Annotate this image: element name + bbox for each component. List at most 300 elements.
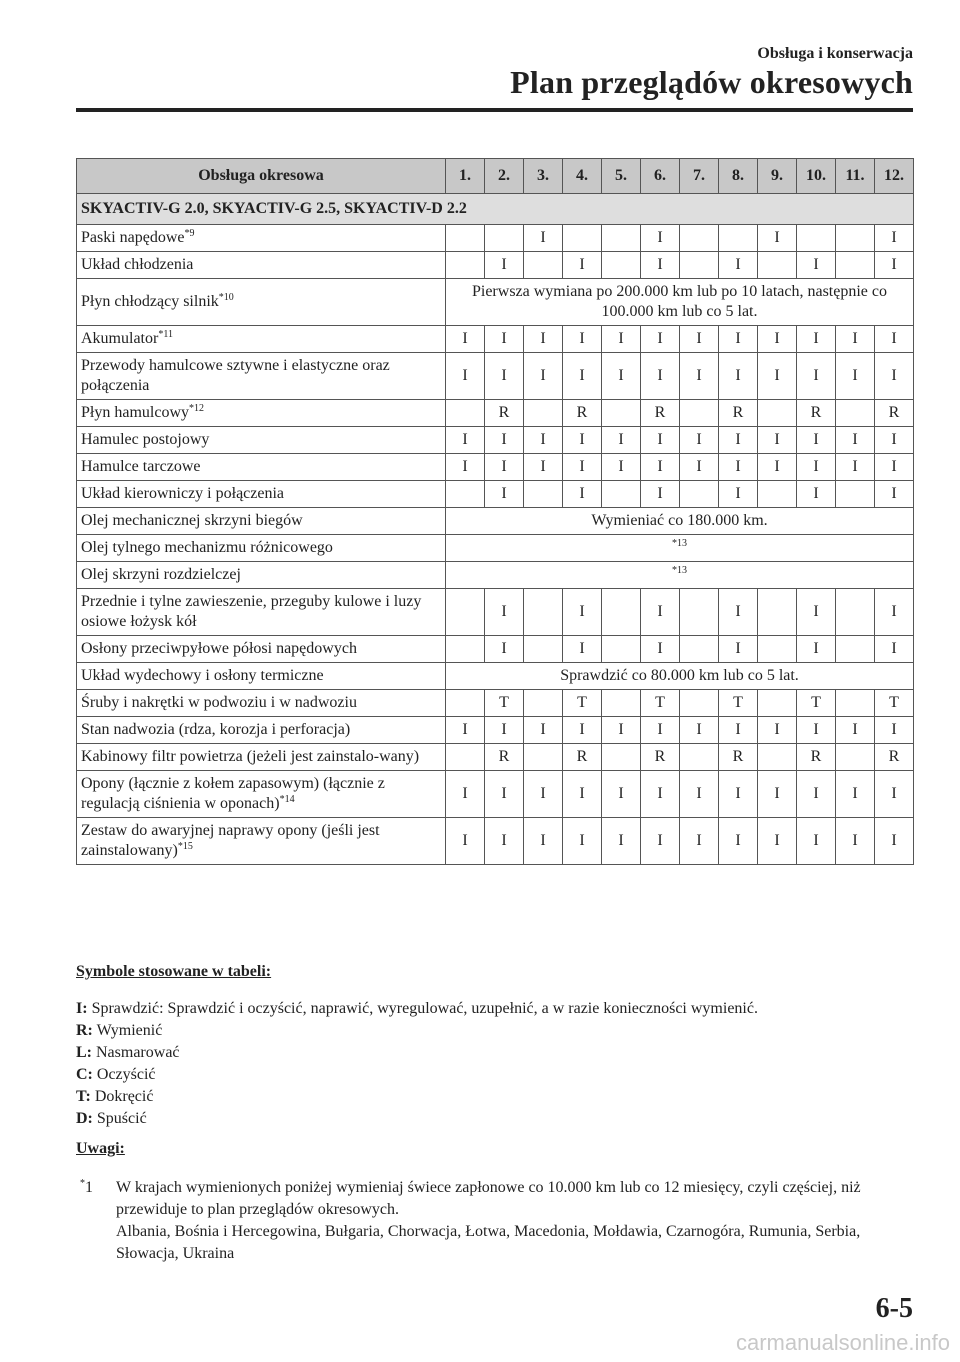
item-label [77, 589, 446, 636]
legend-item [76, 998, 758, 1020]
legend-item [76, 1086, 758, 1108]
interval-cell: I [836, 717, 875, 744]
item-label-text: Zestaw do awaryjnej naprawy opony (jeśli jest zainstalowany) [81, 822, 380, 859]
interval-cell: T [875, 690, 914, 717]
interval-column-header: 10. [797, 159, 836, 194]
interval-cell: I [797, 454, 836, 481]
interval-cell [836, 744, 875, 771]
interval-column-header: 9. [758, 159, 797, 194]
interval-cell: I [641, 225, 680, 252]
interval-cell: I [719, 818, 758, 865]
interval-cell: I [563, 454, 602, 481]
legend-key: R: [76, 1022, 93, 1039]
interval-cell [602, 481, 641, 508]
interval-cell: T [641, 690, 680, 717]
interval-column-header: 7. [680, 159, 719, 194]
notes-title: Uwagi: [76, 1140, 125, 1157]
interval-column-header: 8. [719, 159, 758, 194]
interval-cell: I [602, 818, 641, 865]
table-row [77, 690, 914, 717]
interval-cell [524, 252, 563, 279]
item-label [77, 535, 446, 562]
watermark: carmanualsonline.info [735, 1330, 950, 1355]
item-label-text: Kabinowy filtr powietrza (jeżeli jest zainstalo-wany) [81, 748, 420, 765]
interval-cell: I [485, 353, 524, 400]
interval-cell [680, 636, 719, 663]
interval-cell [758, 400, 797, 427]
note-text: W krajach wymienionych poniżej wymieniaj świece zapłonowe co 10.000 km lub co 12 miesięcy, czyli częściej, niż przewiduje to plan przeglądów okresowych. [116, 1179, 861, 1218]
interval-cell [680, 481, 719, 508]
item-label [77, 353, 446, 400]
table-row [77, 535, 914, 562]
interval-cell: R [719, 400, 758, 427]
legend-key: I: [76, 1000, 88, 1017]
interval-cell [836, 636, 875, 663]
interval-cell [446, 225, 485, 252]
interval-cell: I [758, 818, 797, 865]
interval-cell: I [602, 427, 641, 454]
interval-cell: R [641, 400, 680, 427]
interval-cell [524, 690, 563, 717]
interval-cell: I [758, 771, 797, 818]
interval-cell [719, 225, 758, 252]
legend-item [76, 1042, 758, 1064]
interval-cell: R [641, 744, 680, 771]
interval-cell: I [446, 771, 485, 818]
interval-cell: I [719, 353, 758, 400]
interval-cell: I [797, 717, 836, 744]
interval-cell: I [680, 717, 719, 744]
interval-cell [602, 589, 641, 636]
interval-cell: I [563, 326, 602, 353]
header-label: Obsługa okresowa [77, 159, 446, 194]
item-label-text: Opony (łącznie z kołem zapasowym) (łącznie z regulacją ciśnienia w oponach) [81, 775, 385, 812]
interval-cell: I [836, 818, 875, 865]
interval-cell: I [641, 636, 680, 663]
item-label-text: Układ wydechowy i osłony termiczne [81, 667, 324, 684]
item-label [77, 562, 446, 589]
interval-cell: I [485, 636, 524, 663]
table-row [77, 225, 914, 252]
interval-cell: I [563, 252, 602, 279]
interval-cell: I [563, 427, 602, 454]
table-row [77, 717, 914, 744]
interval-cell: T [485, 690, 524, 717]
engine-section-row [77, 194, 914, 225]
footnote-ref: *15 [177, 841, 193, 852]
footnote-ref: *10 [218, 292, 234, 303]
interval-cell: I [719, 481, 758, 508]
legend-list [76, 998, 758, 1130]
item-label-text: Przednie i tylne zawieszenie, przeguby kulowe i luzy osiowe łożysk kół [81, 593, 422, 630]
interval-cell: I [758, 326, 797, 353]
engine-section-title: SKYACTIV-G 2.0, SKYACTIV-G 2.5, SKYACTIV-D 2.2 [77, 194, 914, 225]
interval-cell: I [680, 771, 719, 818]
interval-cell: I [680, 454, 719, 481]
interval-cell: I [719, 589, 758, 636]
interval-cell: I [797, 427, 836, 454]
interval-cell: I [563, 717, 602, 744]
interval-cell: I [836, 326, 875, 353]
item-label-text: Płyn chłodzący silnik [81, 293, 219, 310]
interval-cell: I [758, 225, 797, 252]
legend-item [76, 1064, 758, 1086]
interval-cell [446, 636, 485, 663]
interval-cell: I [641, 454, 680, 481]
interval-cell: I [875, 771, 914, 818]
interval-cell [524, 744, 563, 771]
interval-cell: I [875, 353, 914, 400]
interval-cell: I [758, 454, 797, 481]
interval-cell: I [524, 225, 563, 252]
interval-cell: I [641, 589, 680, 636]
interval-cell [602, 744, 641, 771]
interval-cell: R [797, 400, 836, 427]
table-row [77, 326, 914, 353]
interval-note [446, 535, 914, 562]
interval-cell: I [563, 353, 602, 400]
interval-cell: I [602, 326, 641, 353]
interval-cell: R [563, 744, 602, 771]
interval-cell: I [875, 818, 914, 865]
interval-cell: I [797, 252, 836, 279]
item-label-text: Paski napędowe [81, 229, 185, 246]
interval-cell [836, 225, 875, 252]
interval-cell: I [875, 427, 914, 454]
item-label-text: Olej mechanicznej skrzyni biegów [81, 512, 303, 529]
interval-cell [797, 225, 836, 252]
note-countries: Albania, Bośnia i Hercegowina, Bułgaria, Chorwacja, Łotwa, Macedonia, Mołdawia, Czarnogóra, Rumunia, Serbia, Słowacja, Ukraina [116, 1223, 861, 1262]
interval-cell: I [875, 326, 914, 353]
interval-cell: R [875, 400, 914, 427]
maintenance-schedule-table [76, 158, 914, 865]
interval-cell: I [719, 252, 758, 279]
table-row [77, 771, 914, 818]
interval-cell: I [446, 818, 485, 865]
legend-text: Wymienić [96, 1022, 163, 1039]
interval-cell [602, 225, 641, 252]
interval-cell: I [641, 481, 680, 508]
item-label [77, 771, 446, 818]
interval-cell: I [836, 454, 875, 481]
interval-column-header: 2. [485, 159, 524, 194]
interval-cell: R [797, 744, 836, 771]
interval-cell: I [719, 427, 758, 454]
interval-cell [836, 589, 875, 636]
interval-cell: I [446, 427, 485, 454]
item-label [77, 508, 446, 535]
interval-cell: I [797, 353, 836, 400]
interval-column-header: 4. [563, 159, 602, 194]
item-label-text: Hamulec postojowy [81, 431, 210, 448]
interval-cell: I [875, 225, 914, 252]
interval-cell [524, 636, 563, 663]
table-row [77, 589, 914, 636]
item-label-text: Układ kierowniczy i połączenia [81, 485, 285, 502]
interval-cell [758, 589, 797, 636]
interval-cell [446, 481, 485, 508]
interval-cell: I [758, 353, 797, 400]
interval-cell: I [563, 636, 602, 663]
item-label [77, 400, 446, 427]
item-label-text: Olej tylnego mechanizmu różnicowego [81, 539, 333, 556]
legend-item [76, 1020, 758, 1042]
table-row [77, 744, 914, 771]
interval-column-header: 11. [836, 159, 875, 194]
interval-cell: I [797, 481, 836, 508]
interval-cell: T [797, 690, 836, 717]
interval-cell: I [680, 818, 719, 865]
legend-text: Dokręcić [94, 1088, 154, 1105]
interval-cell: R [485, 400, 524, 427]
interval-cell: I [446, 326, 485, 353]
table-row [77, 279, 914, 326]
table-row [77, 562, 914, 589]
interval-column-header: 1. [446, 159, 485, 194]
item-label-text: Osłony przeciwpyłowe półosi napędowych [81, 640, 357, 657]
interval-cell: R [485, 744, 524, 771]
interval-cell: I [836, 353, 875, 400]
interval-cell [680, 400, 719, 427]
interval-column-header: 3. [524, 159, 563, 194]
interval-cell [602, 400, 641, 427]
interval-cell: R [875, 744, 914, 771]
item-label [77, 690, 446, 717]
interval-cell: I [446, 353, 485, 400]
interval-cell: I [797, 326, 836, 353]
interval-cell: I [875, 636, 914, 663]
interval-cell: I [524, 818, 563, 865]
item-label [77, 481, 446, 508]
item-label-text: Przewody hamulcowe sztywne i elastyczne oraz połączenia [81, 357, 390, 394]
interval-cell [836, 481, 875, 508]
interval-cell: I [836, 427, 875, 454]
table-row [77, 454, 914, 481]
legend-text: Spuścić [96, 1110, 147, 1127]
interval-cell: I [641, 353, 680, 400]
interval-cell: I [485, 717, 524, 744]
interval-cell [524, 400, 563, 427]
legend-key: D: [76, 1110, 93, 1127]
interval-cell: I [875, 717, 914, 744]
legend-item [76, 1108, 758, 1130]
interval-cell [680, 589, 719, 636]
interval-cell [602, 636, 641, 663]
interval-cell: I [602, 717, 641, 744]
interval-cell [680, 252, 719, 279]
interval-cell: I [758, 717, 797, 744]
interval-column-header: 12. [875, 159, 914, 194]
footnote-ref: *12 [189, 403, 204, 414]
item-label-text: Śruby i nakrętki w podwoziu i w nadwoziu [81, 694, 357, 711]
legend-title: Symbole stosowane w tabeli: [76, 963, 272, 980]
item-label [77, 279, 446, 326]
interval-cell: I [485, 326, 524, 353]
interval-cell [446, 589, 485, 636]
interval-cell: I [524, 717, 563, 744]
interval-cell: I [797, 818, 836, 865]
interval-cell [446, 400, 485, 427]
footnote-ref: *14 [279, 794, 295, 805]
interval-cell: I [797, 636, 836, 663]
interval-cell [563, 225, 602, 252]
table-row [77, 353, 914, 400]
interval-cell: I [719, 717, 758, 744]
interval-cell: I [641, 771, 680, 818]
note-number: *1 [80, 1178, 93, 1196]
legend-key: C: [76, 1066, 93, 1083]
interval-cell: I [524, 326, 563, 353]
interval-cell: I [485, 589, 524, 636]
table-row [77, 400, 914, 427]
section-title: Obsługa i konserwacja [757, 45, 913, 62]
interval-cell: I [875, 589, 914, 636]
footnote-ref: *9 [184, 228, 195, 239]
legend-text: Sprawdzić: Sprawdzić i oczyścić, naprawić, wyregulować, uzupełnić, a w razie konieczności wymienić. [91, 1000, 758, 1017]
interval-cell: T [719, 690, 758, 717]
interval-cell [524, 481, 563, 508]
page-title: Plan przeglądów okresowych [510, 64, 913, 100]
note-item [76, 1177, 914, 1265]
interval-cell: I [485, 818, 524, 865]
item-label [77, 252, 446, 279]
item-label [77, 225, 446, 252]
interval-cell: I [563, 481, 602, 508]
interval-cell: I [485, 252, 524, 279]
page-number: 6-5 [875, 1293, 913, 1324]
interval-cell: I [641, 427, 680, 454]
interval-cell [836, 400, 875, 427]
interval-cell: I [524, 454, 563, 481]
item-label [77, 326, 446, 353]
interval-cell: I [758, 427, 797, 454]
interval-cell: I [641, 252, 680, 279]
interval-cell: I [797, 771, 836, 818]
interval-column-header: 5. [602, 159, 641, 194]
item-label-text: Stan nadwozia (rdza, korozja i perforacja) [81, 721, 351, 738]
interval-cell: I [875, 454, 914, 481]
footnote-ref: *11 [158, 329, 173, 340]
interval-cell: I [602, 771, 641, 818]
interval-cell: I [680, 353, 719, 400]
item-label [77, 636, 446, 663]
interval-cell: I [485, 771, 524, 818]
item-label [77, 427, 446, 454]
legend-text: Nasmarować [96, 1044, 180, 1061]
interval-cell: I [719, 771, 758, 818]
interval-cell: I [641, 818, 680, 865]
table-row [77, 636, 914, 663]
interval-note [446, 562, 914, 589]
item-label [77, 818, 446, 865]
interval-cell: I [719, 454, 758, 481]
interval-cell [758, 744, 797, 771]
interval-cell: I [524, 427, 563, 454]
interval-cell: I [446, 454, 485, 481]
footnote-ref: *13 [672, 538, 687, 549]
interval-cell: I [485, 454, 524, 481]
interval-cell: I [680, 427, 719, 454]
legend-key: L: [76, 1044, 92, 1061]
interval-cell: I [797, 589, 836, 636]
interval-cell: I [875, 252, 914, 279]
interval-column-header: 6. [641, 159, 680, 194]
item-label-text: Hamulce tarczowe [81, 458, 201, 475]
table-row [77, 508, 914, 535]
interval-cell [524, 589, 563, 636]
interval-cell [446, 744, 485, 771]
interval-cell: I [641, 326, 680, 353]
item-label-text: Układ chłodzenia [81, 256, 194, 273]
legend-text: Oczyścić [96, 1066, 156, 1083]
note-body [116, 1177, 914, 1265]
interval-cell: I [563, 771, 602, 818]
interval-note: Wymieniać co 180.000 km. [446, 508, 914, 535]
interval-note: Sprawdzić co 80.000 km lub co 5 lat. [446, 663, 914, 690]
table-row [77, 252, 914, 279]
footnote-ref: *13 [672, 565, 687, 576]
interval-cell [758, 481, 797, 508]
item-label [77, 717, 446, 744]
interval-cell: I [680, 326, 719, 353]
interval-cell [836, 252, 875, 279]
interval-cell: I [602, 454, 641, 481]
interval-cell [758, 252, 797, 279]
interval-note: Pierwsza wymiana po 200.000 km lub po 10 latach, następnie co 100.000 km lub co 5 lat. [446, 279, 914, 326]
interval-cell: I [485, 427, 524, 454]
interval-cell [446, 252, 485, 279]
table-row [77, 818, 914, 865]
item-label [77, 744, 446, 771]
interval-cell [758, 636, 797, 663]
item-label [77, 663, 446, 690]
interval-cell: I [563, 818, 602, 865]
table-row [77, 427, 914, 454]
interval-cell [485, 225, 524, 252]
interval-cell [680, 225, 719, 252]
header-divider [76, 108, 913, 112]
interval-cell [680, 744, 719, 771]
interval-cell [758, 690, 797, 717]
interval-cell: T [563, 690, 602, 717]
interval-cell: I [836, 771, 875, 818]
interval-cell: I [602, 353, 641, 400]
interval-cell: I [641, 717, 680, 744]
interval-cell: I [563, 589, 602, 636]
interval-cell: I [875, 481, 914, 508]
legend-key: T: [76, 1088, 91, 1105]
interval-cell: I [446, 717, 485, 744]
item-label-text: Olej skrzyni rozdzielczej [81, 566, 241, 583]
interval-cell [602, 252, 641, 279]
interval-cell: I [719, 636, 758, 663]
table-row [77, 481, 914, 508]
item-label-text: Akumulator [81, 330, 159, 347]
interval-cell: I [485, 481, 524, 508]
interval-cell [446, 690, 485, 717]
interval-cell: I [524, 353, 563, 400]
interval-cell: I [524, 771, 563, 818]
item-label-text: Płyn hamulcowy [81, 404, 189, 421]
interval-cell [602, 690, 641, 717]
interval-cell: R [719, 744, 758, 771]
table-row [77, 663, 914, 690]
interval-cell: R [563, 400, 602, 427]
interval-cell: I [719, 326, 758, 353]
table-header-row [77, 159, 914, 194]
interval-cell [680, 690, 719, 717]
interval-cell [836, 690, 875, 717]
